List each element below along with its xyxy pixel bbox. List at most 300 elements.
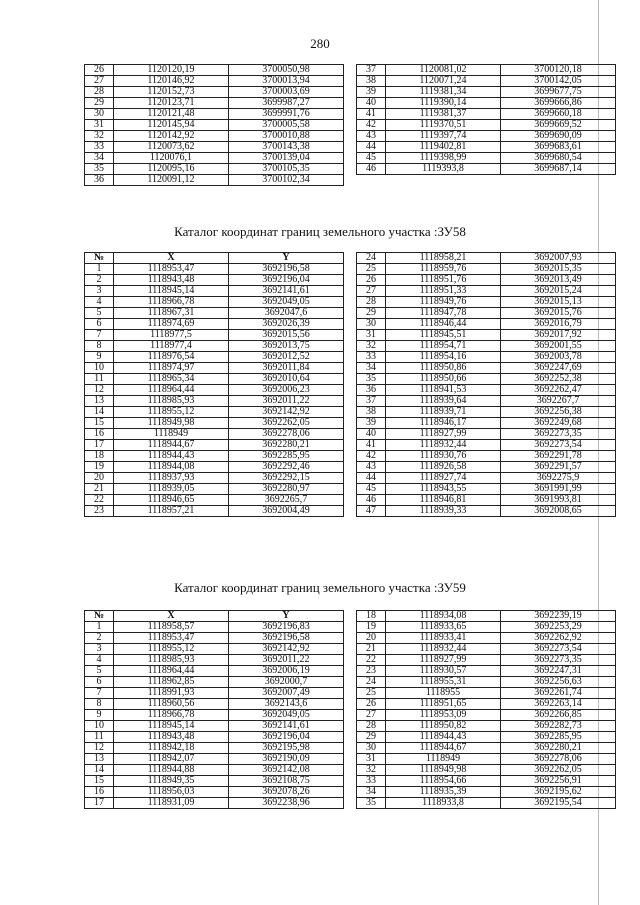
coord-x: 1118941,53	[386, 385, 501, 396]
table-row	[85, 297, 344, 308]
coord-x: 1118974,97	[114, 363, 229, 374]
point-number: 46	[357, 164, 386, 175]
point-number: 19	[357, 622, 386, 633]
point-number: 31	[357, 330, 386, 341]
table-row	[357, 319, 616, 330]
coord-x: 1118954,66	[386, 776, 501, 787]
coord-y: 3700143,38	[229, 142, 344, 153]
coord-x: 1118955	[386, 688, 501, 699]
table-row	[85, 87, 344, 98]
coord-x: 1118934,08	[386, 611, 501, 622]
coord-x: 1120152,73	[114, 87, 229, 98]
coord-y: 3700120,18	[501, 65, 616, 76]
point-number: 31	[357, 754, 386, 765]
table-row	[357, 655, 616, 666]
point-number: 29	[357, 308, 386, 319]
coord-y: 3700005,58	[229, 120, 344, 131]
table-row	[85, 330, 344, 341]
point-number: 23	[357, 666, 386, 677]
coord-y: 3692015,35	[501, 264, 616, 275]
table-row	[85, 374, 344, 385]
coord-y: 3699669,52	[501, 120, 616, 131]
point-number: 10	[85, 721, 114, 732]
table-row	[357, 330, 616, 341]
coord-x: 1118965,34	[114, 374, 229, 385]
coord-y: 3700013,94	[229, 76, 344, 87]
point-number: 37	[357, 65, 386, 76]
table-row	[357, 131, 616, 142]
table-row	[85, 175, 344, 186]
point-number: 28	[357, 721, 386, 732]
coord-y: 3692273,54	[501, 644, 616, 655]
point-number: 33	[357, 776, 386, 787]
header-number: №	[85, 611, 114, 622]
coord-y: 3692280,21	[501, 743, 616, 754]
coord-x: 1118946,65	[114, 495, 229, 506]
coord-x: 1118966,78	[114, 297, 229, 308]
table-row	[357, 688, 616, 699]
point-number: 6	[85, 319, 114, 330]
coord-y: 3692285,95	[229, 451, 344, 462]
point-number: 1	[85, 622, 114, 633]
point-number: 44	[357, 473, 386, 484]
point-number: 30	[85, 109, 114, 120]
point-number: 11	[85, 732, 114, 743]
coord-y: 3692003,78	[501, 352, 616, 363]
table-header-row	[85, 611, 344, 622]
table-row	[85, 699, 344, 710]
coord-x: 1118946,81	[386, 495, 501, 506]
coord-y: 3692262,92	[501, 633, 616, 644]
coord-y: 3692266,85	[501, 710, 616, 721]
coord-y: 3692275,9	[501, 473, 616, 484]
coord-y: 3692252,38	[501, 374, 616, 385]
table-row	[85, 164, 344, 175]
coord-x: 1118937,93	[114, 473, 229, 484]
coord-x: 1118962,85	[114, 677, 229, 688]
point-number: 20	[85, 473, 114, 484]
coord-y: 3692012,52	[229, 352, 344, 363]
coord-y: 3692282,73	[501, 721, 616, 732]
coord-y: 3692015,56	[229, 330, 344, 341]
table-row	[85, 341, 344, 352]
table-row	[357, 495, 616, 506]
coord-x: 1118950,66	[386, 374, 501, 385]
coord-x: 1118977,4	[114, 341, 229, 352]
table-row	[357, 666, 616, 677]
point-number: 5	[85, 666, 114, 677]
table-row	[357, 787, 616, 798]
point-number: 3	[85, 286, 114, 297]
coord-x: 1120081,02	[386, 65, 501, 76]
coord-x: 1118944,67	[114, 440, 229, 451]
coord-y: 3692195,54	[501, 798, 616, 809]
point-number: 32	[85, 131, 114, 142]
coord-y: 3692256,38	[501, 407, 616, 418]
point-number: 26	[357, 275, 386, 286]
zu59-table-left	[84, 610, 344, 809]
coord-x: 1118942,07	[114, 754, 229, 765]
point-number: 33	[357, 352, 386, 363]
table-row	[85, 732, 344, 743]
coord-y: 3692196,58	[229, 264, 344, 275]
coord-x: 1118947,78	[386, 308, 501, 319]
coord-x: 1118985,93	[114, 655, 229, 666]
table-row	[85, 462, 344, 473]
coord-x: 1118942,18	[114, 743, 229, 754]
point-number: 25	[357, 688, 386, 699]
table-row	[357, 275, 616, 286]
coord-x: 1119390,14	[386, 98, 501, 109]
table-row	[85, 506, 344, 517]
table-row	[85, 120, 344, 131]
coord-y: 3692047,6	[229, 308, 344, 319]
table-row	[357, 65, 616, 76]
coord-y: 3700142,05	[501, 76, 616, 87]
point-number: 4	[85, 297, 114, 308]
table-row	[357, 308, 616, 319]
coord-y: 3692262,47	[501, 385, 616, 396]
coord-y: 3700003,69	[229, 87, 344, 98]
coord-x: 1118946,17	[386, 418, 501, 429]
table-row	[85, 385, 344, 396]
coord-x: 1118944,08	[114, 462, 229, 473]
coord-x: 1118977,5	[114, 330, 229, 341]
coord-y: 3692247,31	[501, 666, 616, 677]
coord-y: 3692262,05	[229, 418, 344, 429]
coord-y: 3700139,04	[229, 153, 344, 164]
point-number: 22	[85, 495, 114, 506]
point-number: 17	[85, 798, 114, 809]
table-row	[357, 352, 616, 363]
point-number: 31	[85, 120, 114, 131]
table-row	[85, 633, 344, 644]
coord-x: 1118927,99	[386, 429, 501, 440]
table-row	[85, 109, 344, 120]
coord-x: 1118946,44	[386, 319, 501, 330]
coord-y: 3692017,92	[501, 330, 616, 341]
coord-x: 1118964,44	[114, 666, 229, 677]
coord-y: 3692007,93	[501, 253, 616, 264]
coord-x: 1118939,64	[386, 396, 501, 407]
table-row	[85, 429, 344, 440]
zu59-table-right	[356, 610, 616, 809]
coord-x: 1118930,76	[386, 451, 501, 462]
coord-x: 1118953,47	[114, 633, 229, 644]
coord-x: 1118950,86	[386, 363, 501, 374]
table-row	[85, 440, 344, 451]
table-row	[85, 308, 344, 319]
point-number: 14	[85, 765, 114, 776]
coord-x: 1119402,81	[386, 142, 501, 153]
point-number: 42	[357, 451, 386, 462]
coord-x: 1118966,78	[114, 710, 229, 721]
point-number: 22	[357, 655, 386, 666]
point-number: 27	[357, 286, 386, 297]
table-row	[85, 352, 344, 363]
coord-x: 1120073,62	[114, 142, 229, 153]
table-row	[357, 798, 616, 809]
coord-y: 3692007,49	[229, 688, 344, 699]
coord-x: 1118958,21	[386, 253, 501, 264]
coord-y: 3692196,58	[229, 633, 344, 644]
table-row	[357, 622, 616, 633]
coord-y: 3691993,81	[501, 495, 616, 506]
coord-x: 1118932,44	[386, 440, 501, 451]
coord-x: 1119398,99	[386, 153, 501, 164]
coord-y: 3699680,54	[501, 153, 616, 164]
coord-y: 3692265,7	[229, 495, 344, 506]
coord-x: 1119370,51	[386, 120, 501, 131]
coord-x: 1118930,57	[386, 666, 501, 677]
table-row	[85, 710, 344, 721]
coord-y: 3700102,34	[229, 175, 344, 186]
point-number: 38	[357, 407, 386, 418]
point-number: 28	[85, 87, 114, 98]
coord-y: 3699991,76	[229, 109, 344, 120]
table-header-row	[85, 253, 344, 264]
coord-x: 1118939,05	[114, 484, 229, 495]
coord-x: 1118949,98	[114, 418, 229, 429]
table-row	[85, 798, 344, 809]
table-row	[357, 677, 616, 688]
table-row	[357, 506, 616, 517]
coord-y: 3692006,23	[229, 385, 344, 396]
coord-y: 3692195,62	[501, 787, 616, 798]
coord-x: 1118945,51	[386, 330, 501, 341]
point-number: 38	[357, 76, 386, 87]
coord-x: 1118945,14	[114, 721, 229, 732]
table-row	[357, 765, 616, 776]
table-row	[357, 644, 616, 655]
point-number: 34	[357, 787, 386, 798]
coord-y: 3692190,09	[229, 754, 344, 765]
coord-y: 3692261,74	[501, 688, 616, 699]
table-row	[357, 385, 616, 396]
coord-y: 3692142,92	[229, 644, 344, 655]
coord-y: 3692262,05	[501, 765, 616, 776]
point-number: 27	[357, 710, 386, 721]
coord-y: 3692011,22	[229, 655, 344, 666]
point-number: 21	[85, 484, 114, 495]
coord-y: 3699677,75	[501, 87, 616, 98]
table-row	[85, 275, 344, 286]
table-row	[85, 688, 344, 699]
point-number: 24	[357, 253, 386, 264]
point-number: 35	[357, 798, 386, 809]
coord-x: 1118956,03	[114, 787, 229, 798]
table-row	[357, 743, 616, 754]
table-row	[357, 407, 616, 418]
point-number: 9	[85, 352, 114, 363]
coord-x: 1119381,37	[386, 109, 501, 120]
table-row	[357, 776, 616, 787]
point-number: 35	[85, 164, 114, 175]
coord-y: 3700050,98	[229, 65, 344, 76]
table-row	[357, 87, 616, 98]
table-row	[357, 341, 616, 352]
point-number: 40	[357, 429, 386, 440]
coord-x: 1118933,65	[386, 622, 501, 633]
coord-x: 1118974,69	[114, 319, 229, 330]
table-row	[357, 286, 616, 297]
table-row	[85, 622, 344, 633]
point-number: 39	[357, 418, 386, 429]
coord-y: 3692006,19	[229, 666, 344, 677]
point-number: 4	[85, 655, 114, 666]
point-number: 21	[357, 644, 386, 655]
point-number: 13	[85, 396, 114, 407]
table-row	[85, 765, 344, 776]
table-row	[85, 319, 344, 330]
coord-x: 1118953,47	[114, 264, 229, 275]
coord-y: 3692239,19	[501, 611, 616, 622]
point-number: 7	[85, 330, 114, 341]
coord-y: 3692004,49	[229, 506, 344, 517]
coord-x: 1118931,09	[114, 798, 229, 809]
table-row	[357, 153, 616, 164]
point-number: 46	[357, 495, 386, 506]
coord-y: 3692141,61	[229, 286, 344, 297]
table-row	[85, 473, 344, 484]
point-number: 44	[357, 142, 386, 153]
coord-x: 1118957,21	[114, 506, 229, 517]
coord-y: 3692273,35	[501, 429, 616, 440]
coord-y: 3692143,6	[229, 699, 344, 710]
coord-y: 3692010,64	[229, 374, 344, 385]
coord-x: 1118944,43	[114, 451, 229, 462]
coord-y: 3692008,65	[501, 506, 616, 517]
point-number: 19	[85, 462, 114, 473]
coord-y: 3692273,54	[501, 440, 616, 451]
coord-x: 1118949,35	[114, 776, 229, 787]
coord-x: 1119397,74	[386, 131, 501, 142]
coord-y: 3692142,08	[229, 765, 344, 776]
point-number: 33	[85, 142, 114, 153]
coord-y: 3700105,35	[229, 164, 344, 175]
table-row	[357, 76, 616, 87]
table-row	[85, 484, 344, 495]
point-number: 11	[85, 374, 114, 385]
coord-y: 3692015,76	[501, 308, 616, 319]
point-number: 43	[357, 462, 386, 473]
table-row	[357, 164, 616, 175]
table-row	[357, 721, 616, 732]
zu59-catalog-title: Каталог координат границ земельного участка :ЗУ59	[174, 580, 466, 595]
point-number: 39	[357, 87, 386, 98]
table-row	[85, 407, 344, 418]
table-row	[357, 611, 616, 622]
coord-y: 3692026,39	[229, 319, 344, 330]
point-number: 34	[85, 153, 114, 164]
point-number: 42	[357, 120, 386, 131]
point-number: 29	[357, 732, 386, 743]
coord-x: 1118985,93	[114, 396, 229, 407]
point-number: 17	[85, 440, 114, 451]
point-number: 10	[85, 363, 114, 374]
table-row	[85, 754, 344, 765]
coord-x: 1118949,76	[386, 297, 501, 308]
point-number: 36	[85, 175, 114, 186]
zu58-table-right	[356, 252, 616, 517]
table-row	[357, 710, 616, 721]
coord-x: 1118944,88	[114, 765, 229, 776]
point-number: 41	[357, 109, 386, 120]
point-number: 41	[357, 440, 386, 451]
point-number: 26	[85, 65, 114, 76]
point-number: 40	[357, 98, 386, 109]
coord-x: 1118964,44	[114, 385, 229, 396]
coord-x: 1120142,92	[114, 131, 229, 142]
point-number: 12	[85, 385, 114, 396]
coord-y: 3692291,78	[501, 451, 616, 462]
coord-x: 1118953,09	[386, 710, 501, 721]
coord-x: 1120145,94	[114, 120, 229, 131]
table-row	[357, 374, 616, 385]
table-row	[85, 666, 344, 677]
coord-x: 1119393,8	[386, 164, 501, 175]
coord-y: 3692247,69	[501, 363, 616, 374]
header-number: №	[85, 253, 114, 264]
coord-x: 1118926,58	[386, 462, 501, 473]
coord-x: 1118933,41	[386, 633, 501, 644]
coord-x: 1118935,39	[386, 787, 501, 798]
coord-y: 3692013,49	[501, 275, 616, 286]
point-number: 18	[357, 611, 386, 622]
coord-x: 1118955,12	[114, 644, 229, 655]
point-number: 25	[357, 264, 386, 275]
coord-y: 3692000,7	[229, 677, 344, 688]
point-number: 2	[85, 275, 114, 286]
point-number: 43	[357, 131, 386, 142]
coord-y: 3692256,63	[501, 677, 616, 688]
coord-x: 1118932,44	[386, 644, 501, 655]
coord-y: 3692256,91	[501, 776, 616, 787]
point-number: 14	[85, 407, 114, 418]
coord-x: 1118949	[386, 754, 501, 765]
coord-x: 1118954,16	[386, 352, 501, 363]
coord-x: 1118939,33	[386, 506, 501, 517]
table-row	[85, 65, 344, 76]
table-row	[357, 633, 616, 644]
coord-y: 3692195,98	[229, 743, 344, 754]
coord-y: 3700010,88	[229, 131, 344, 142]
point-number: 35	[357, 374, 386, 385]
point-number: 8	[85, 699, 114, 710]
coord-y: 3692278,06	[501, 754, 616, 765]
table-row	[85, 721, 344, 732]
point-number: 20	[357, 633, 386, 644]
coord-x: 1118955,31	[386, 677, 501, 688]
coord-x: 1118944,67	[386, 743, 501, 754]
coord-y: 3699687,14	[501, 164, 616, 175]
table-row	[357, 98, 616, 109]
page-number: 280	[310, 36, 330, 51]
table-row	[357, 142, 616, 153]
table-row	[85, 76, 344, 87]
point-number: 1	[85, 264, 114, 275]
coord-x: 1118976,54	[114, 352, 229, 363]
header-y: Y	[229, 253, 344, 264]
coord-y: 3692285,95	[501, 732, 616, 743]
table-row	[85, 153, 344, 164]
table-row	[85, 743, 344, 754]
point-number: 32	[357, 765, 386, 776]
table-row	[357, 754, 616, 765]
coord-y: 3692280,97	[229, 484, 344, 495]
point-number: 13	[85, 754, 114, 765]
zu58-table-left	[84, 252, 344, 517]
